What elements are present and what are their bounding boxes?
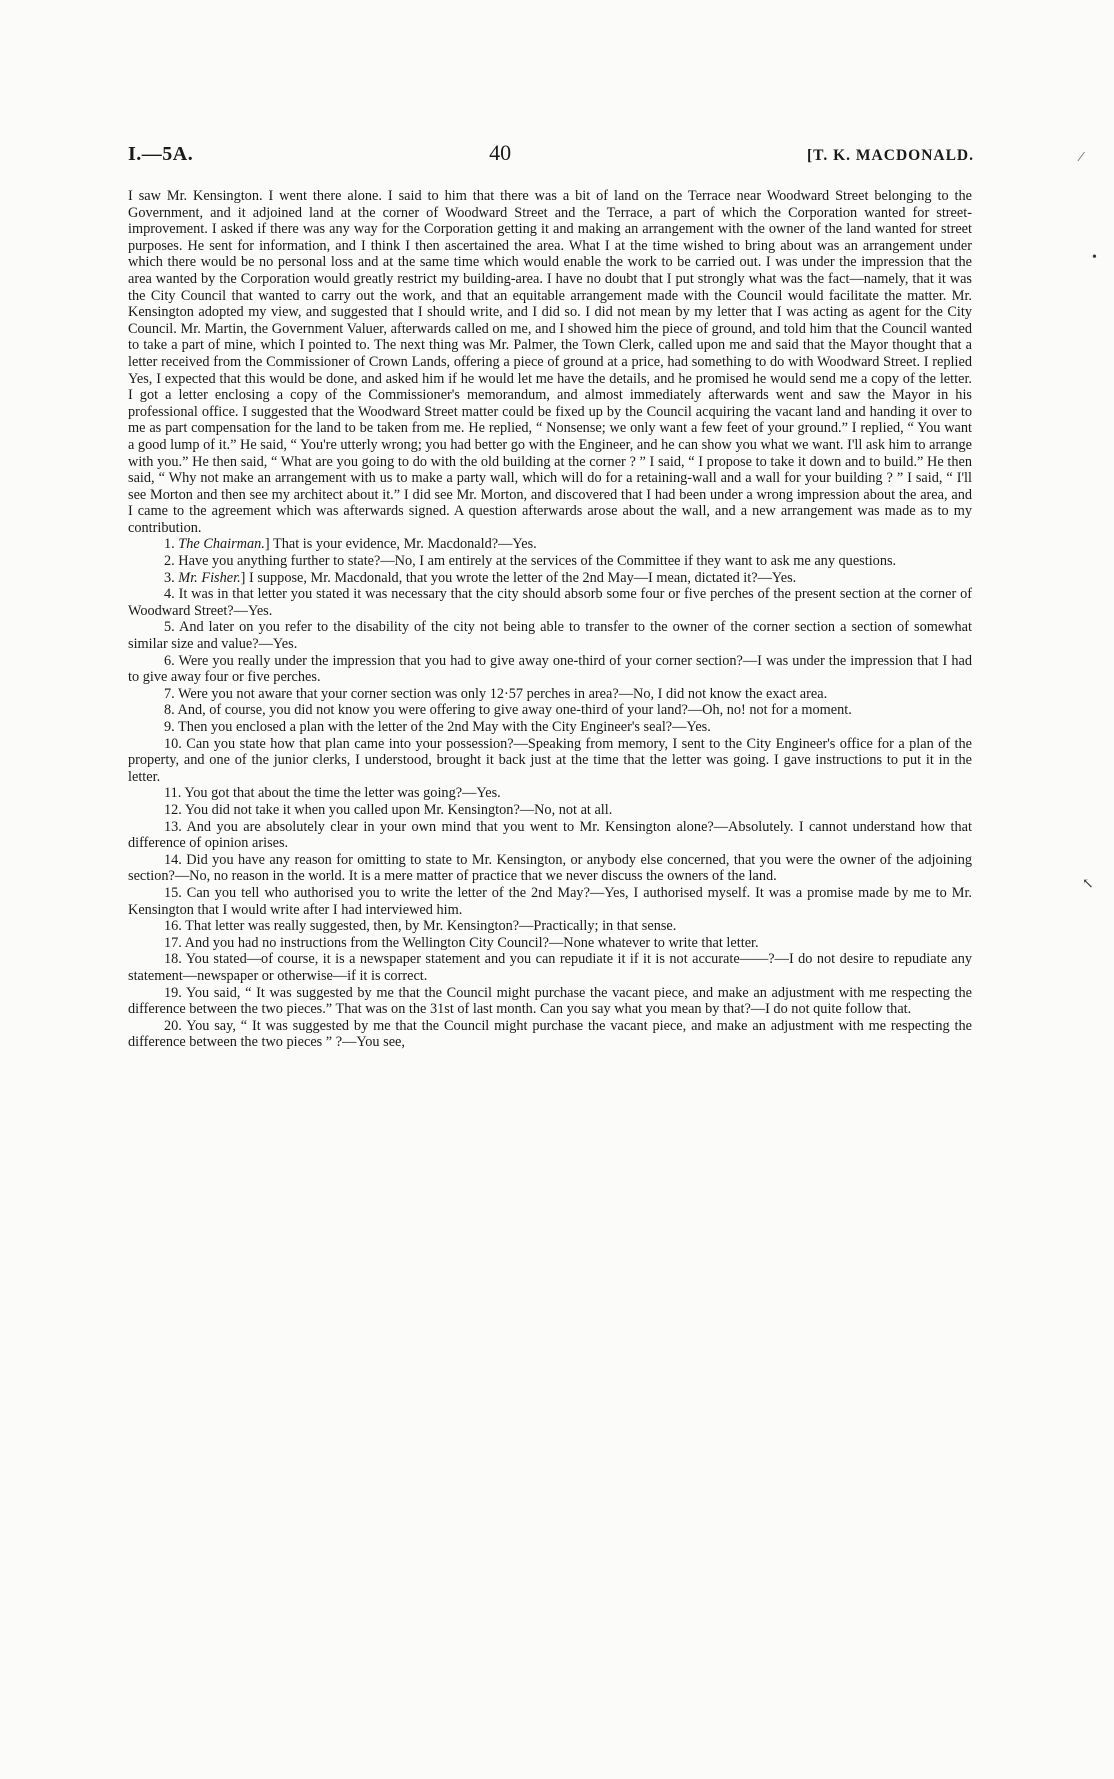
- question-number: 1.: [164, 536, 179, 553]
- paragraph-text: 20. You say, “ It was suggested by me that the Council might purchase the vacant piece, and make an adjustment with me respecting the difference between the two pieces ” ?—You see,: [128, 1017, 972, 1051]
- paragraph-text: 19. You said, “ It was suggested by me that the Council might purchase the vacant piece, and make an adjustment with me respecting the difference between the two pieces.” That was on the 31st of last month. Can you say what you mean by that?—I do not quite follow that.: [128, 984, 972, 1018]
- paragraph-text: ] I suppose, Mr. Macdonald, that you wrote the letter of the 2nd May—I mean, dictated it?—Yes.: [240, 569, 797, 586]
- question-answer-paragraph: [128, 553, 972, 570]
- question-answer-paragraph: [128, 736, 972, 786]
- question-answer-paragraph: [128, 686, 972, 703]
- question-answer-paragraph: [128, 802, 972, 819]
- question-answer-paragraph: [128, 852, 972, 885]
- question-answer-paragraph: [128, 570, 972, 587]
- question-answer-paragraph: [128, 918, 972, 935]
- paragraph-text: 8. And, of course, you did not know you were offering to give away one-third of your land?—Oh, no! not for a moment.: [164, 702, 852, 719]
- paragraph-text: I saw Mr. Kensington. I went there alone. I said to him that there was a bit of land on the Terrace near Woodward Street belonging to the Government, and it adjoined land at the corner of Woodward Street and the Terrace, a part of which the Corporation wanted for street-improvement. I asked if there was any way for the Corporation getting it and making an arrangement with the owner of the land wanted for street purposes. He sent for information, and I think I then ascertained the area. What I at the time wished to bring about was an arrangement under which there would be no personal loss and at the same time which would enable the work to be carried out. I was under the impression that the area wanted by the Corporation would greatly restrict my building-area. I have no doubt that I put strongly what was the fact—namely, that it was the City Council that wanted to carry out the work, and that an equitable arrangement made with the Council would facilitate the matter. Mr. Kensington adopted my view, and suggested that I should write, and I did so. I did not mean by my letter that I was acting as agent for the City Council. Mr. Martin, the Government Valuer, afterwards called on me, and I showed him the piece of ground, and told him that the Council wanted to take a part of mine, which I pointed to. The next thing was Mr. Palmer, the Town Clerk, called upon me and said that the Mayor thought that a letter received from the Commissioner of Crown Lands, offering a piece of ground at a price, had something to do with Woodward Street. I replied Yes, I expected that this would be done, and asked him if he would let me have the details, and he promised he would send me a copy of the letter. I got a letter enclosing a copy of the Commissioner's memorandum, and almost immediately afterwards went and saw the Mayor in his professional office. I suggested that the Woodward Street matter could be fixed up by the Council acquiring the vacant land and handing it over to me as part compensation for the land to be taken from me. He replied, “ Nonsense; we only want a few feet of your ground.” I replied, “ You want a good lump of it.” He said, “ You're utterly wrong; you had better go with the Engineer, and he can show you what we want. I'll ask him to arrange with you.” He then said, “ What are you going to do with the old building at the corner ? ” I said, “ I propose to take it down and to build.” He then said, “ Why not make an arrangement with us to make a party wall, which will do for a retaining-wall and a wall for your building ? ” I said, “ I'll see Morton and then see my architect about it.” I did see Mr. Morton, and discovered that I had been under a wrong impression about the area, and I came to the agreement which was afterwards signed. A question afterwards arose about the wall, and a new arrangement was made as to my contribution.: [128, 188, 972, 536]
- paragraph-text: 13. And you are absolutely clear in your own mind that you went to Mr. Kensington alone?—Absolutely. I cannot understand how that difference of opinion arises.: [128, 818, 972, 852]
- paragraph-text: 16. That letter was really suggested, then, by Mr. Kensington?—Practically; in that sense.: [164, 918, 677, 935]
- question-answer-paragraph: [128, 702, 972, 719]
- paragraph-text: 2. Have you anything further to state?—No, I am entirely at the services of the Committee if they want to ask me any questions.: [164, 553, 897, 570]
- question-answer-paragraph: [128, 885, 972, 918]
- question-answer-paragraph: [128, 536, 972, 553]
- paragraph-text: 11. You got that about the time the letter was going?—Yes.: [164, 785, 501, 802]
- page-number: 40: [489, 140, 512, 165]
- paragraph-text: 12. You did not take it when you called upon Mr. Kensington?—No, not at all.: [164, 801, 613, 818]
- paragraph-text: 15. Can you tell who authorised you to write the letter of the 2nd May?—Yes, I authorised myself. It was a promise made by me to Mr. Kensington that I would write after I had interviewed him.: [128, 884, 972, 918]
- margin-dot-icon: •: [1092, 250, 1097, 265]
- paragraph-text: 17. And you had no instructions from the Wellington City Council?—None whatever to write that letter.: [164, 934, 759, 951]
- testimony-body: [128, 188, 972, 1051]
- speaker-name: Mr. Fisher.: [178, 569, 241, 586]
- question-answer-paragraph: [128, 619, 972, 652]
- narrative-paragraph: [128, 188, 972, 536]
- paragraph-text: 10. Can you state how that plan came into your possession?—Speaking from memory, I sent to the City Engineer's office for a plan of the property, and one of the junior clerks, I understood, brought it back just at the time that the letter was going. I gave instructions to put it in the letter.: [128, 735, 972, 785]
- question-answer-paragraph: [128, 653, 972, 686]
- paragraph-text: ] That is your evidence, Mr. Macdonald?—Yes.: [264, 536, 537, 553]
- question-answer-paragraph: [128, 819, 972, 852]
- question-answer-paragraph: [128, 985, 972, 1018]
- paragraph-text: 4. It was in that letter you stated it was necessary that the city should absorb some four or five perches of the present section at the corner of Woodward Street?—Yes.: [128, 586, 972, 619]
- document-reference: I.—5A.: [128, 143, 194, 165]
- margin-flick-icon: ↖: [1082, 877, 1094, 892]
- question-answer-paragraph: [128, 586, 972, 619]
- paragraph-text: 7. Were you not aware that your corner section was only 12·57 perches in area?—No, I did not know the exact area.: [164, 685, 828, 702]
- witness-name: [T. K. MACDONALD.: [807, 147, 974, 164]
- paragraph-text: 5. And later on you refer to the disability of the city not being able to transfer to the owner of the corner section a section of somewhat similar size and value?—Yes.: [128, 619, 972, 653]
- question-answer-paragraph: [128, 951, 972, 984]
- question-answer-paragraph: [128, 1018, 972, 1051]
- question-answer-paragraph: [128, 719, 972, 736]
- margin-mark-icon: ⁄: [1080, 150, 1083, 165]
- question-number: 3.: [164, 569, 179, 586]
- paragraph-text: 18. You stated—of course, it is a newspaper statement and you can repudiate it if it is not accurate——?—I do not desire to repudiate any statement—newspaper or otherwise—if it is correct.: [128, 951, 972, 984]
- paragraph-text: 6. Were you really under the impression that you had to give away one-third of your corner section?—I was under the impression that I had to give away four or five perches.: [128, 652, 972, 686]
- question-answer-paragraph: [128, 785, 972, 802]
- page-header: [128, 140, 974, 166]
- paragraph-text: 9. Then you enclosed a plan with the letter of the 2nd May with the City Engineer's seal?—Yes.: [164, 719, 711, 735]
- paragraph-text: 14. Did you have any reason for omitting to state to Mr. Kensington, or anybody else concerned, that you were the owner of the adjoining section?—No, no reason in the world. It is a mere matter of practice that we never discuss the owners of the land.: [128, 851, 972, 885]
- question-answer-paragraph: [128, 935, 972, 952]
- speaker-name: The Chairman.: [178, 536, 265, 553]
